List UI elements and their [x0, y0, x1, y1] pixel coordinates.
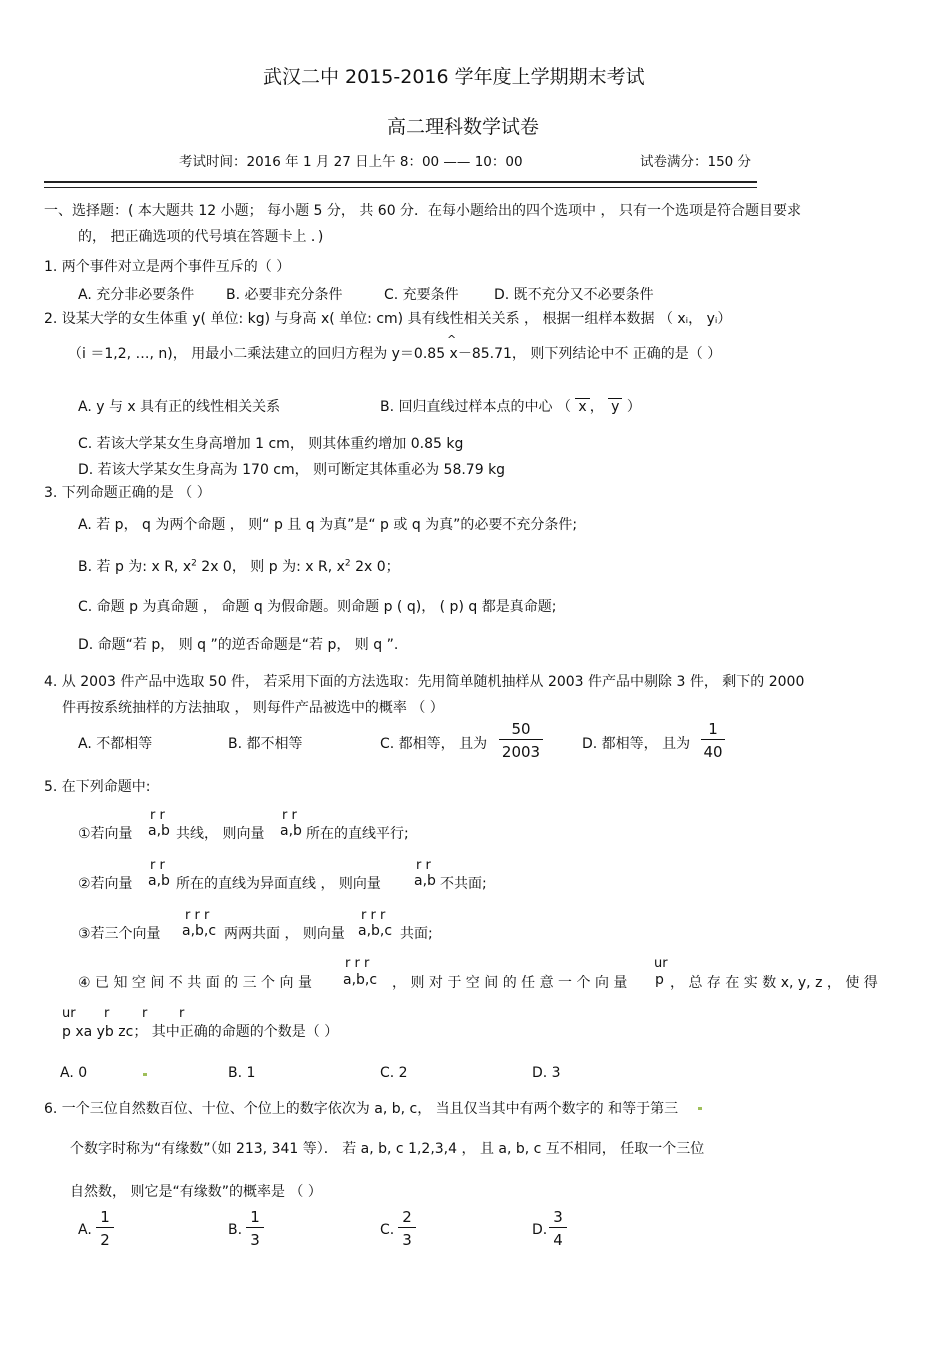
q6-option-c-label: C.	[380, 1222, 395, 1238]
full-score: 试卷满分：150 分	[640, 154, 752, 170]
q5-s2-mid: 所在的直线为异面直线 ， 则向量	[176, 876, 381, 892]
q2-stem-line2: （i ＝1,2, …, n)， 用最小二乘法建立的回归方程为 y＝0.85 x－85.71， 则下列结论中不 正确的是（ ）	[68, 346, 722, 362]
q6-a-fraction	[96, 1208, 114, 1249]
q2-ybar: y	[608, 398, 622, 415]
exam-time: 考试时间：2016 年 1 月 27 日上午 8：00 —— 10：00	[179, 154, 523, 170]
header-rule-thick	[44, 181, 757, 183]
q6-line2: 个数字时称为“有缘数”（如 213, 341 等）． 若 a, b, c 1,2,3,4 ， 且 a, b, c 互不相同， 任取一个三位	[70, 1141, 705, 1157]
q6-b-denominator: 3	[250, 1231, 260, 1249]
q5-s4-pre: ④ 已 知 空 间 不 共 面 的 三 个 向 量	[78, 975, 312, 991]
q5-s2-ab-2: a,b	[414, 873, 436, 889]
q6-line3: 自然数， 则它是“有缘数”的概率是 （ ）	[70, 1184, 322, 1200]
q5-s1-post: 所在的直线平行;	[306, 826, 409, 842]
q2-b-comma: ，	[589, 399, 604, 415]
q3-option-c: C. 命题 p 为真命题 ， 命题 q 为假命题。则命题 p ( q)， ( p) q 都是真命题;	[78, 599, 557, 615]
q4-c-numerator: 50	[511, 720, 531, 738]
q5-s4-line2-arrow-a: r	[104, 1006, 110, 1021]
q4-d-numerator: 1	[708, 720, 718, 738]
q5-s3-arrows-2: r r r	[361, 908, 386, 923]
q6-b-fraction-bar	[246, 1227, 264, 1228]
q5-option-c: C. 2	[380, 1065, 408, 1081]
q5-s4-p: p	[655, 972, 664, 988]
q2-option-a: A. y 与 x 具有正的线性相关关系	[78, 399, 281, 415]
q5-s3-abc-1: a,b,c	[182, 923, 217, 939]
q5-s1-arrows-1: r r	[150, 808, 165, 823]
q4-stem-line2: 件再按系统抽样的方法抽取 ， 则每件产品被选中的概率 （ ）	[62, 700, 444, 716]
q5-s1-pre: ①若向量	[78, 826, 133, 842]
q6-c-numerator: 2	[402, 1208, 412, 1226]
q2-option-c: C. 若该大学某女生身高增加 1 cm， 则其体重约增加 0.85 kg	[78, 436, 464, 452]
q1-option-a: A. 充分非必要条件	[78, 287, 195, 303]
q5-s1-mid: 共线， 则向量	[176, 826, 265, 842]
q2-xbar: x	[575, 398, 589, 415]
q1-option-b: B. 必要非充分条件	[226, 287, 343, 303]
q2-option-b	[380, 396, 641, 416]
q1-stem: 1. 两个事件对立是两个事件互斥的（ ）	[44, 259, 291, 275]
q6-d-denominator: 4	[553, 1231, 563, 1249]
scan-speck-2	[698, 1107, 702, 1110]
q5-s4-abc: a,b,c	[343, 972, 378, 988]
q5-s4-arrow-p: ur	[654, 956, 668, 971]
q5-option-d: D. 3	[532, 1065, 561, 1081]
q5-s4-line2-arrow-b: r	[142, 1006, 148, 1021]
q5-s4-line2: p xa yb zc； 其中正确的命题的个数是（ ）	[62, 1024, 339, 1040]
q6-a-numerator: 1	[100, 1208, 110, 1226]
q5-s4-post: ， 总 存 在 实 数 x, y, z ， 使 得	[670, 975, 878, 991]
q6-a-denominator: 2	[100, 1231, 110, 1249]
q4-option-a: A. 不都相等	[78, 736, 153, 752]
header-rule-thin	[44, 187, 757, 188]
q5-s1-arrows-2: r r	[282, 808, 297, 823]
q3-b-sup1: 2	[191, 558, 197, 569]
q5-s2-post: 不共面;	[440, 876, 487, 892]
q6-b-fraction	[246, 1208, 264, 1249]
q5-s2-arrows-1: r r	[150, 858, 165, 873]
q6-d-fraction	[549, 1208, 567, 1249]
q5-s2-ab-1: a,b	[148, 873, 170, 889]
q5-s3-post: 共面;	[400, 926, 433, 942]
q5-s1-ab-1: a,b	[148, 823, 170, 839]
q6-option-d-label: D.	[532, 1222, 548, 1238]
q3-b-sup2: 2	[344, 558, 351, 569]
q5-s4-line2-arrow-c: r	[179, 1006, 185, 1021]
q4-c-fraction	[499, 720, 543, 761]
q4-option-c: C. 都相等， 且为	[380, 736, 488, 752]
q1-option-c: C. 充要条件	[384, 287, 459, 303]
q5-option-a: A. 0	[60, 1065, 88, 1081]
q3-option-a: A. 若 p， q 为两个命题 ， 则“ p 且 q 为真”是“ p 或 q 为真”的必要不充分条件;	[78, 517, 578, 533]
q5-s3-mid: 两两共面 ， 则向量	[224, 926, 345, 942]
q3-b-part2: 2x 0， 则 p 为: x R, x	[196, 559, 345, 575]
q6-c-denominator: 3	[402, 1231, 412, 1249]
q5-s3-pre: ③若三个向量	[78, 926, 161, 942]
q5-s3-arrows-1: r r r	[185, 908, 210, 923]
q4-c-denominator: 2003	[501, 743, 541, 761]
q3-option-d: D. 命题“若 p， 则 q ”的逆否命题是“若 p， 则 q ”.	[78, 637, 399, 653]
q6-d-numerator: 3	[553, 1208, 563, 1226]
q5-stem: 5. 在下列命题中:	[44, 779, 151, 795]
section-heading-line2: 的， 把正确选项的代号填在答题卡上 ．)	[78, 229, 324, 245]
q5-s1-ab-2: a,b	[280, 823, 302, 839]
q6-a-fraction-bar	[96, 1227, 114, 1228]
q2-option-b-suffix: ）	[626, 399, 641, 415]
q6-option-a-label: A.	[78, 1222, 92, 1238]
q3-b-part1: B. 若 p 为: x R, x	[78, 559, 192, 575]
q4-d-denominator: 40	[703, 743, 723, 761]
q3-option-b	[78, 556, 400, 576]
section-heading-line1: 一、选择题：( 本大题共 12 小题； 每小题 5 分， 共 60 分．在每小题给出的四个选项中 ， 只有一个选项是符合题目要求	[44, 203, 801, 219]
q4-c-fraction-bar	[499, 739, 543, 740]
q2-hat: ^	[447, 333, 457, 346]
q6-b-numerator: 1	[250, 1208, 260, 1226]
q4-option-b: B. 都不相等	[228, 736, 303, 752]
q4-d-fraction-bar	[701, 739, 725, 740]
q2-option-d: D. 若该大学某女生身高为 170 cm， 则可断定其体重必为 58.79 kg	[78, 462, 506, 478]
q3-b-part3: 2x 0；	[350, 559, 400, 575]
exam-title: 武汉二中 2015-2016 学年度上学期期末考试	[263, 66, 645, 88]
q6-line1: 6. 一个三位自然数百位、十位、个位上的数字依次为 a, b, c， 当且仅当其中有两个数字的 和等于第三	[44, 1101, 679, 1117]
q3-stem: 3. 下列命题正确的是 （ ）	[44, 485, 211, 501]
q6-c-fraction-bar	[398, 1227, 416, 1228]
q4-d-fraction	[701, 720, 725, 761]
exam-subtitle: 高二理科数学试卷	[387, 116, 540, 138]
q6-c-fraction	[398, 1208, 416, 1249]
q5-s4-line2-arrow-p: ur	[62, 1006, 76, 1021]
q2-stem-line1: 2. 设某大学的女生体重 y( 单位: kg) 与身高 x( 单位: cm) 具有线性相关关系 ， 根据一组样本数据 （ xᵢ， yᵢ）	[44, 311, 732, 327]
q5-s2-arrows-2: r r	[416, 858, 431, 873]
q6-d-fraction-bar	[549, 1227, 567, 1228]
q4-stem-line1: 4. 从 2003 件产品中选取 50 件， 若采用下面的方法选取：先用简单随机抽样从 2003 件产品中剔除 3 件， 剩下的 2000	[44, 674, 805, 690]
q5-s3-abc-2: a,b,c	[358, 923, 393, 939]
q5-s4-mid: ， 则 对 于 空 间 的 任 意 一 个 向 量	[392, 975, 628, 991]
q1-option-d: D. 既不充分又不必要条件	[494, 287, 654, 303]
q2-option-b-prefix: B. 回归直线过样本点的中心 （	[380, 399, 571, 415]
scan-speck	[143, 1073, 147, 1076]
q5-s2-pre: ②若向量	[78, 876, 133, 892]
q4-option-d: D. 都相等， 且为	[582, 736, 691, 752]
q5-s4-arrows-abc: r r r	[345, 956, 370, 971]
q6-option-b-label: B.	[228, 1222, 243, 1238]
q5-option-b: B. 1	[228, 1065, 256, 1081]
